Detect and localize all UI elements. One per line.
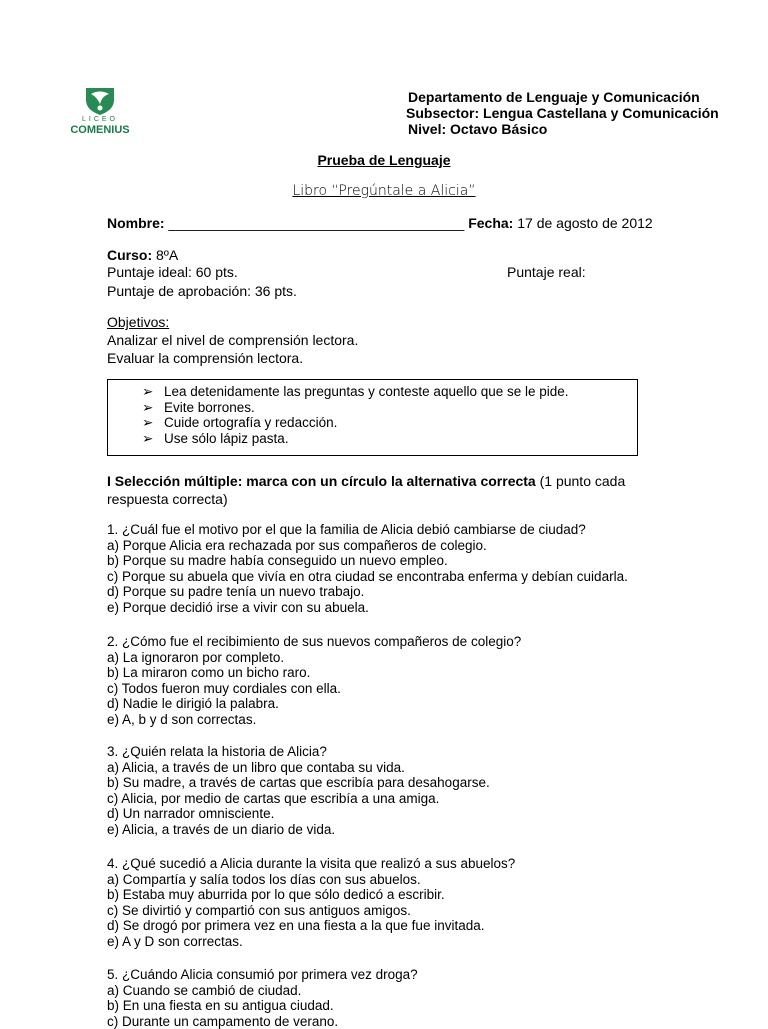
fecha-value: 17 de agosto de 2012: [517, 215, 653, 231]
option[interactable]: b) La miraron como un bicho raro.: [107, 665, 311, 681]
question-text: 1. ¿Cuál fue el motivo por el que la familia de Alicia debió cambiarse de ciudad?: [107, 522, 586, 537]
option[interactable]: c) Porque su abuela que vivía en otra ciudad se encontraba enferma y debían cuidarla.: [107, 568, 628, 584]
option[interactable]: d) Se drogó por primera vez en una fiesta a la que fue invitada.: [107, 918, 485, 934]
question-1: [107, 522, 628, 616]
option[interactable]: e) Alicia, a través de un diario de vida.: [107, 821, 336, 837]
option[interactable]: a) Porque Alicia era rechazada por sus compañeros de colegio.: [107, 537, 487, 553]
logo-line2: COMENIUS: [70, 124, 130, 136]
option[interactable]: e) Porque decidió irse a vivir con su abuela.: [107, 599, 369, 615]
option[interactable]: c) Durante un campamento de verano.: [107, 1013, 339, 1029]
option[interactable]: a) Compartía y salía todos los días con sus abuelos.: [107, 871, 421, 887]
question-2: [107, 634, 521, 728]
question-text: 3. ¿Quién relata la historia de Alicia?: [107, 744, 327, 759]
subsector: Subsector: Lengua Castellana y Comunicación: [406, 105, 719, 121]
question-4: [107, 856, 515, 950]
curso-row: [107, 247, 178, 263]
instruction-item: ➢ Use sólo lápiz pasta.: [142, 430, 289, 446]
objetivo-item: Evaluar la comprensión lectora.: [107, 350, 304, 366]
puntaje-real: Puntaje real:: [507, 264, 586, 280]
instruction-item: ➢ Evite borrones.: [142, 399, 255, 415]
option[interactable]: e) A y D son correctas.: [107, 933, 243, 949]
question-text: 5. ¿Cuándo Alicia consumió por primera vez droga?: [107, 967, 418, 982]
header-block: [406, 89, 719, 137]
arrow-bullet-icon: ➢: [142, 399, 154, 415]
option[interactable]: d) Porque su padre tenía un nuevo trabajo.: [107, 584, 365, 600]
arrow-bullet-icon: ➢: [142, 415, 154, 430]
instructions-box: [107, 379, 638, 456]
option[interactable]: c) Alicia, por medio de cartas que escribía a una amiga.: [107, 790, 440, 806]
option[interactable]: d) Un narrador omnisciente.: [107, 806, 275, 822]
option[interactable]: a) La ignoraron por completo.: [107, 649, 285, 665]
option[interactable]: d) Nadie le dirigió la palabra.: [107, 696, 279, 712]
logo-line1: LICEO: [81, 116, 118, 123]
puntaje-aprobacion: Puntaje de aprobación: 36 pts.: [107, 283, 297, 299]
option[interactable]: e) A, b y d son correctas.: [107, 711, 257, 727]
book-title: Libro “Pregúntale a Alicia”: [292, 183, 476, 199]
nombre-line[interactable]: ______________________________________: [168, 215, 465, 231]
option[interactable]: a) Alicia, a través de un libro que contaba su vida.: [107, 759, 405, 775]
curso-value: 8ºA: [156, 247, 179, 263]
question-5: [107, 967, 418, 1029]
option[interactable]: b) Porque su madre había conseguido un nuevo empleo.: [107, 553, 448, 569]
question-text: 2. ¿Cómo fue el recibimiento de sus nuevos compañeros de colegio?: [107, 634, 522, 649]
arrow-bullet-icon: ➢: [142, 384, 154, 399]
nivel: Nivel: Octavo Básico: [408, 121, 548, 137]
shield-icon: [84, 86, 116, 116]
instruction-item: ➢ Cuide ortografía y redacción.: [142, 415, 338, 430]
nombre-label: Nombre:: [107, 215, 165, 231]
question-text: 4. ¿Qué sucedió a Alicia durante la visita que realizó a sus abuelos?: [107, 856, 516, 871]
option[interactable]: b) En una fiesta en su antigua ciudad.: [107, 998, 334, 1014]
fecha-label: Fecha:: [468, 215, 514, 231]
option[interactable]: c) Todos fueron muy cordiales con ella.: [107, 680, 341, 696]
school-logo: [62, 86, 138, 142]
objetivo-item: Analizar el nivel de comprensión lectora.: [107, 332, 359, 348]
instruction-item: ➢ Lea detenidamente las preguntas y conteste aquello que se le pide.: [142, 384, 569, 399]
nombre-row: [107, 215, 653, 231]
puntaje-ideal: Puntaje ideal: 60 pts.: [107, 264, 238, 280]
question-3: [107, 744, 490, 838]
curso-label: Curso:: [107, 247, 153, 263]
arrow-bullet-icon: ➢: [142, 430, 154, 446]
option[interactable]: b) Estaba muy aburrida por lo que sólo dedicó a escribir.: [107, 887, 445, 903]
section-heading: I Selección múltiple: marca con un círculo la alternativa correcta (1 punto cada respuesta correcta): [107, 473, 626, 507]
department-name: Departamento de Lenguaje y Comunicación: [408, 89, 700, 105]
option[interactable]: c) Se divirtió y compartió con sus antiguos amigos.: [107, 902, 411, 918]
option[interactable]: a) Cuando se cambió de ciudad.: [107, 982, 302, 998]
exam-title: Prueba de Lenguaje: [317, 152, 451, 168]
objetivos-label: Objetivos:: [107, 314, 170, 330]
option[interactable]: b) Su madre, a través de cartas que escribía para desahogarse.: [107, 775, 490, 791]
